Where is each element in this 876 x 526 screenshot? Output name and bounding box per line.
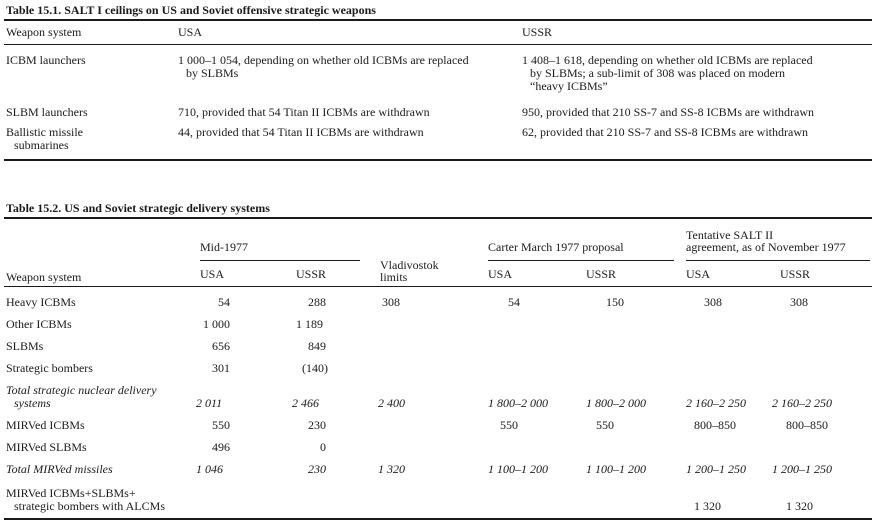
t1-header-weapon-system: Weapon system bbox=[6, 25, 82, 39]
t2-cell-carter-usa: 550 bbox=[500, 418, 518, 432]
t2-header-rule bbox=[4, 286, 872, 287]
t2-row-label: MIRVed ICBMs bbox=[6, 418, 85, 432]
t2-row-label: Heavy ICBMs bbox=[6, 295, 76, 309]
t2-cell-mid-ussr: 288 bbox=[308, 295, 326, 309]
t2-row-label: MIRVed SLBMs bbox=[6, 440, 87, 454]
t2-cell-carter-ussr: 1 100–1 200 bbox=[586, 462, 646, 476]
t2-row-label: Total strategic nuclear delivery bbox=[6, 383, 157, 397]
t1-row-label: Ballistic missile bbox=[6, 125, 83, 139]
t1-row-usa-line: 710, provided that 54 Titan II ICBMs are withdrawn bbox=[178, 105, 430, 119]
t2-cell-mid-usa: 496 bbox=[212, 440, 230, 454]
t2-cell-tent-usa: 800–850 bbox=[694, 418, 736, 432]
t2-cell-mid-usa: 550 bbox=[212, 418, 230, 432]
t2-cell-mid-ussr: 1 189 bbox=[296, 317, 323, 331]
t2-group-vladivostok: limits bbox=[380, 270, 408, 284]
t2-cell-mid-ussr: 230 bbox=[308, 462, 326, 476]
t2-row-label: Total MIRVed missiles bbox=[6, 462, 113, 476]
t1-row-ussr-line: by SLBMs; a sub-limit of 308 was placed on modern bbox=[530, 66, 785, 80]
t2-cell-carter-ussr: 150 bbox=[606, 295, 624, 309]
t2-cell-vladivostok: 2 400 bbox=[378, 396, 405, 410]
t2-cell-mid-ussr: 230 bbox=[308, 418, 326, 432]
t2-cell-mid-ussr: 0 bbox=[320, 440, 326, 454]
t2-header-ussr: USSR bbox=[586, 267, 617, 281]
t2-cell-carter-ussr: 1 800–2 000 bbox=[586, 396, 646, 410]
t2-cell-tent-ussr: 308 bbox=[790, 295, 808, 309]
t2-spanner-mid1977 bbox=[200, 260, 360, 261]
table-1-top-rule bbox=[4, 19, 872, 21]
t2-header-usa: USA bbox=[200, 267, 225, 281]
t2-header-weapon-system: Weapon system bbox=[6, 270, 82, 284]
t2-cell-mid-usa: 2 011 bbox=[196, 396, 223, 410]
table-2-top-rule bbox=[4, 217, 872, 219]
table-1-caption: Table 15.1. SALT I ceilings on US and Soviet offensive strategic weapons bbox=[6, 3, 376, 17]
t1-row-ussr-line: 950, provided that 210 SS-7 and SS-8 ICBMs are withdrawn bbox=[522, 105, 814, 119]
t2-header-usa: USA bbox=[488, 267, 513, 281]
t2-cell-mid-ussr: (140) bbox=[302, 361, 328, 375]
t2-row-label: MIRVed ICBMs+SLBMs+ bbox=[6, 486, 136, 500]
t2-group-tentative: Tentative SALT II bbox=[686, 228, 774, 242]
t2-group-mid1977: Mid-1977 bbox=[200, 240, 248, 254]
t2-row-label: Other ICBMs bbox=[6, 317, 72, 331]
t1-row-ussr-line: 62, provided that 210 SS-7 and SS-8 ICBMs are withdrawn bbox=[522, 125, 808, 139]
table-1-bottom-rule bbox=[4, 159, 872, 161]
t1-row-label: SLBM launchers bbox=[6, 105, 88, 119]
t1-header-usa: USA bbox=[178, 25, 203, 39]
t2-header-usa: USA bbox=[686, 267, 711, 281]
t2-header-ussr: USSR bbox=[296, 267, 327, 281]
t2-cell-mid-usa: 656 bbox=[212, 339, 230, 353]
t1-row-usa-line: by SLBMs bbox=[186, 66, 239, 80]
t2-row-label: strategic bombers with ALCMs bbox=[14, 499, 165, 513]
t1-header-ussr: USSR bbox=[522, 25, 553, 39]
t1-row-ussr-line: “heavy ICBMs” bbox=[530, 79, 608, 93]
t2-cell-mid-ussr: 2 466 bbox=[292, 396, 319, 410]
t2-group-vladivostok: Vladivostok bbox=[380, 258, 439, 272]
t2-cell-tent-usa: 2 160–2 250 bbox=[686, 396, 746, 410]
t2-cell-mid-ussr: 849 bbox=[308, 339, 326, 353]
t2-cell-tent-usa: 1 200–1 250 bbox=[686, 462, 746, 476]
t2-cell-carter-usa: 1 800–2 000 bbox=[488, 396, 548, 410]
t2-cell-mid-usa: 1 000 bbox=[203, 317, 230, 331]
t2-cell-tent-ussr: 800–850 bbox=[786, 418, 828, 432]
t2-cell-vladivostok: 1 320 bbox=[378, 462, 405, 476]
t2-row-label: Strategic bombers bbox=[6, 361, 93, 375]
t1-header-rule bbox=[4, 44, 872, 45]
t1-row-label: ICBM launchers bbox=[6, 53, 86, 67]
t2-group-carter: Carter March 1977 proposal bbox=[488, 240, 624, 254]
t2-cell-tent-ussr: 1 200–1 250 bbox=[772, 462, 832, 476]
t1-row-label: submarines bbox=[14, 138, 69, 152]
table-2-bottom-rule bbox=[4, 518, 872, 520]
t2-cell-tent-ussr: 2 160–2 250 bbox=[772, 396, 832, 410]
t1-row-usa-line: 44, provided that 54 Titan II ICBMs are withdrawn bbox=[178, 125, 424, 139]
t2-cell-carter-usa: 54 bbox=[508, 295, 520, 309]
t2-cell-carter-usa: 1 100–1 200 bbox=[488, 462, 548, 476]
t2-header-ussr: USSR bbox=[780, 267, 811, 281]
t2-row-label: SLBMs bbox=[6, 339, 44, 353]
t2-group-tentative: agreement, as of November 1977 bbox=[686, 240, 846, 254]
t2-cell-tent-usa: 308 bbox=[704, 295, 722, 309]
t1-row-ussr-line: 1 408–1 618, depending on whether old ICBMs are replaced bbox=[522, 53, 813, 67]
t2-spanner-carter bbox=[488, 260, 674, 261]
t2-cell-carter-ussr: 550 bbox=[596, 418, 614, 432]
t2-cell-tent-usa: 1 320 bbox=[694, 499, 721, 513]
t2-cell-tent-ussr: 1 320 bbox=[786, 499, 813, 513]
t2-cell-mid-usa: 301 bbox=[212, 361, 230, 375]
t2-cell-mid-usa: 1 046 bbox=[196, 462, 223, 476]
t2-row-label: systems bbox=[14, 396, 51, 410]
t2-cell-vladivostok: 308 bbox=[382, 295, 400, 309]
t2-spanner-tentative bbox=[686, 260, 870, 261]
t2-cell-mid-usa: 54 bbox=[218, 295, 230, 309]
table-2-caption: Table 15.2. US and Soviet strategic delivery systems bbox=[6, 201, 270, 215]
t1-row-usa-line: 1 000–1 054, depending on whether old ICBMs are replaced bbox=[178, 53, 469, 67]
